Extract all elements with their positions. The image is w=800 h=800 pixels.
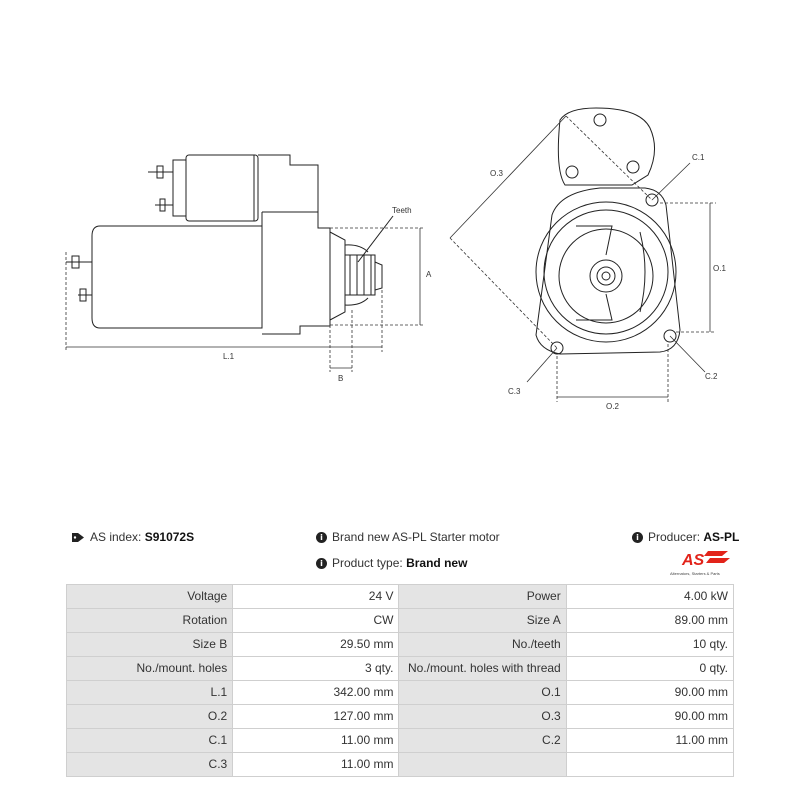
spec-label: No./teeth [399, 633, 566, 657]
spec-value [566, 753, 733, 777]
spec-value: 90.00 mm [566, 681, 733, 705]
product-type-label: Product type: [332, 556, 403, 570]
producer [632, 530, 739, 544]
label-c1: C.1 [692, 153, 705, 162]
spec-value: 29.50 mm [233, 633, 399, 657]
label-a: A [426, 270, 432, 279]
table-row [67, 657, 734, 681]
spec-label: Size A [399, 609, 566, 633]
spec-value: 10 qty. [566, 633, 733, 657]
label-o2: O.2 [606, 402, 619, 411]
label-b: B [338, 374, 344, 383]
spec-value: 0 qty. [566, 657, 733, 681]
spec-label: C.1 [67, 729, 233, 753]
table-row [67, 633, 734, 657]
producer-label: Producer: [648, 530, 701, 544]
as-index [72, 530, 194, 544]
description [316, 530, 500, 544]
description-text: Brand new AS-PL Starter motor [332, 530, 500, 544]
spec-value: 90.00 mm [566, 705, 733, 729]
table-row [67, 681, 734, 705]
spec-label: O.2 [67, 705, 233, 729]
spec-value: CW [233, 609, 399, 633]
spec-label: Size B [67, 633, 233, 657]
spec-value: 11.00 mm [233, 729, 399, 753]
spec-label: Rotation [67, 609, 233, 633]
spec-label: O.3 [399, 705, 566, 729]
as-index-value: S91072S [144, 530, 195, 544]
spec-label: O.1 [399, 681, 566, 705]
label-teeth: Teeth [392, 206, 412, 215]
table-row [67, 729, 734, 753]
label-o3: O.3 [490, 169, 503, 178]
spec-label: L.1 [67, 681, 233, 705]
drawing-labels [223, 153, 726, 411]
logo-tagline: Alternators, Starters & Parts [670, 571, 720, 576]
side-dimensions [66, 228, 425, 372]
side-view [66, 155, 393, 334]
spec-label: No./mount. holes [67, 657, 233, 681]
as-index-label: AS index: [90, 530, 142, 544]
table-row [67, 705, 734, 729]
spec-value: 11.00 mm [566, 729, 733, 753]
label-l1: L.1 [223, 352, 235, 361]
label-o1: O.1 [713, 264, 726, 273]
spec-label [399, 753, 566, 777]
spec-value: 342.00 mm [233, 681, 399, 705]
spec-value: 24 V [233, 585, 399, 609]
spec-value: 4.00 kW [566, 585, 733, 609]
front-view [536, 108, 680, 354]
spec-value: 11.00 mm [233, 753, 399, 777]
specs-table [66, 584, 734, 777]
spec-value: 3 qty. [233, 657, 399, 681]
product-type [316, 556, 467, 570]
info-icon: i [316, 558, 327, 569]
label-c3: C.3 [508, 387, 521, 396]
spec-label: C.2 [399, 729, 566, 753]
spec-value: 89.00 mm [566, 609, 733, 633]
logo-mark: AS [682, 552, 705, 569]
spec-value: 127.00 mm [233, 705, 399, 729]
info-icon: i [632, 532, 643, 543]
info-icon: i [316, 532, 327, 543]
producer-value: AS-PL [703, 530, 740, 544]
spec-label: Power [399, 585, 566, 609]
tag-icon [72, 532, 85, 543]
spec-label: C.3 [67, 753, 233, 777]
label-c2: C.2 [705, 372, 718, 381]
spec-label: Voltage [67, 585, 233, 609]
product-type-value: Brand new [406, 556, 468, 570]
front-dimensions [450, 116, 716, 402]
table-row [67, 585, 734, 609]
table-row [67, 609, 734, 633]
spec-label: No./mount. holes with thread [399, 657, 566, 681]
as-pl-logo [668, 548, 736, 578]
table-row [67, 753, 734, 777]
